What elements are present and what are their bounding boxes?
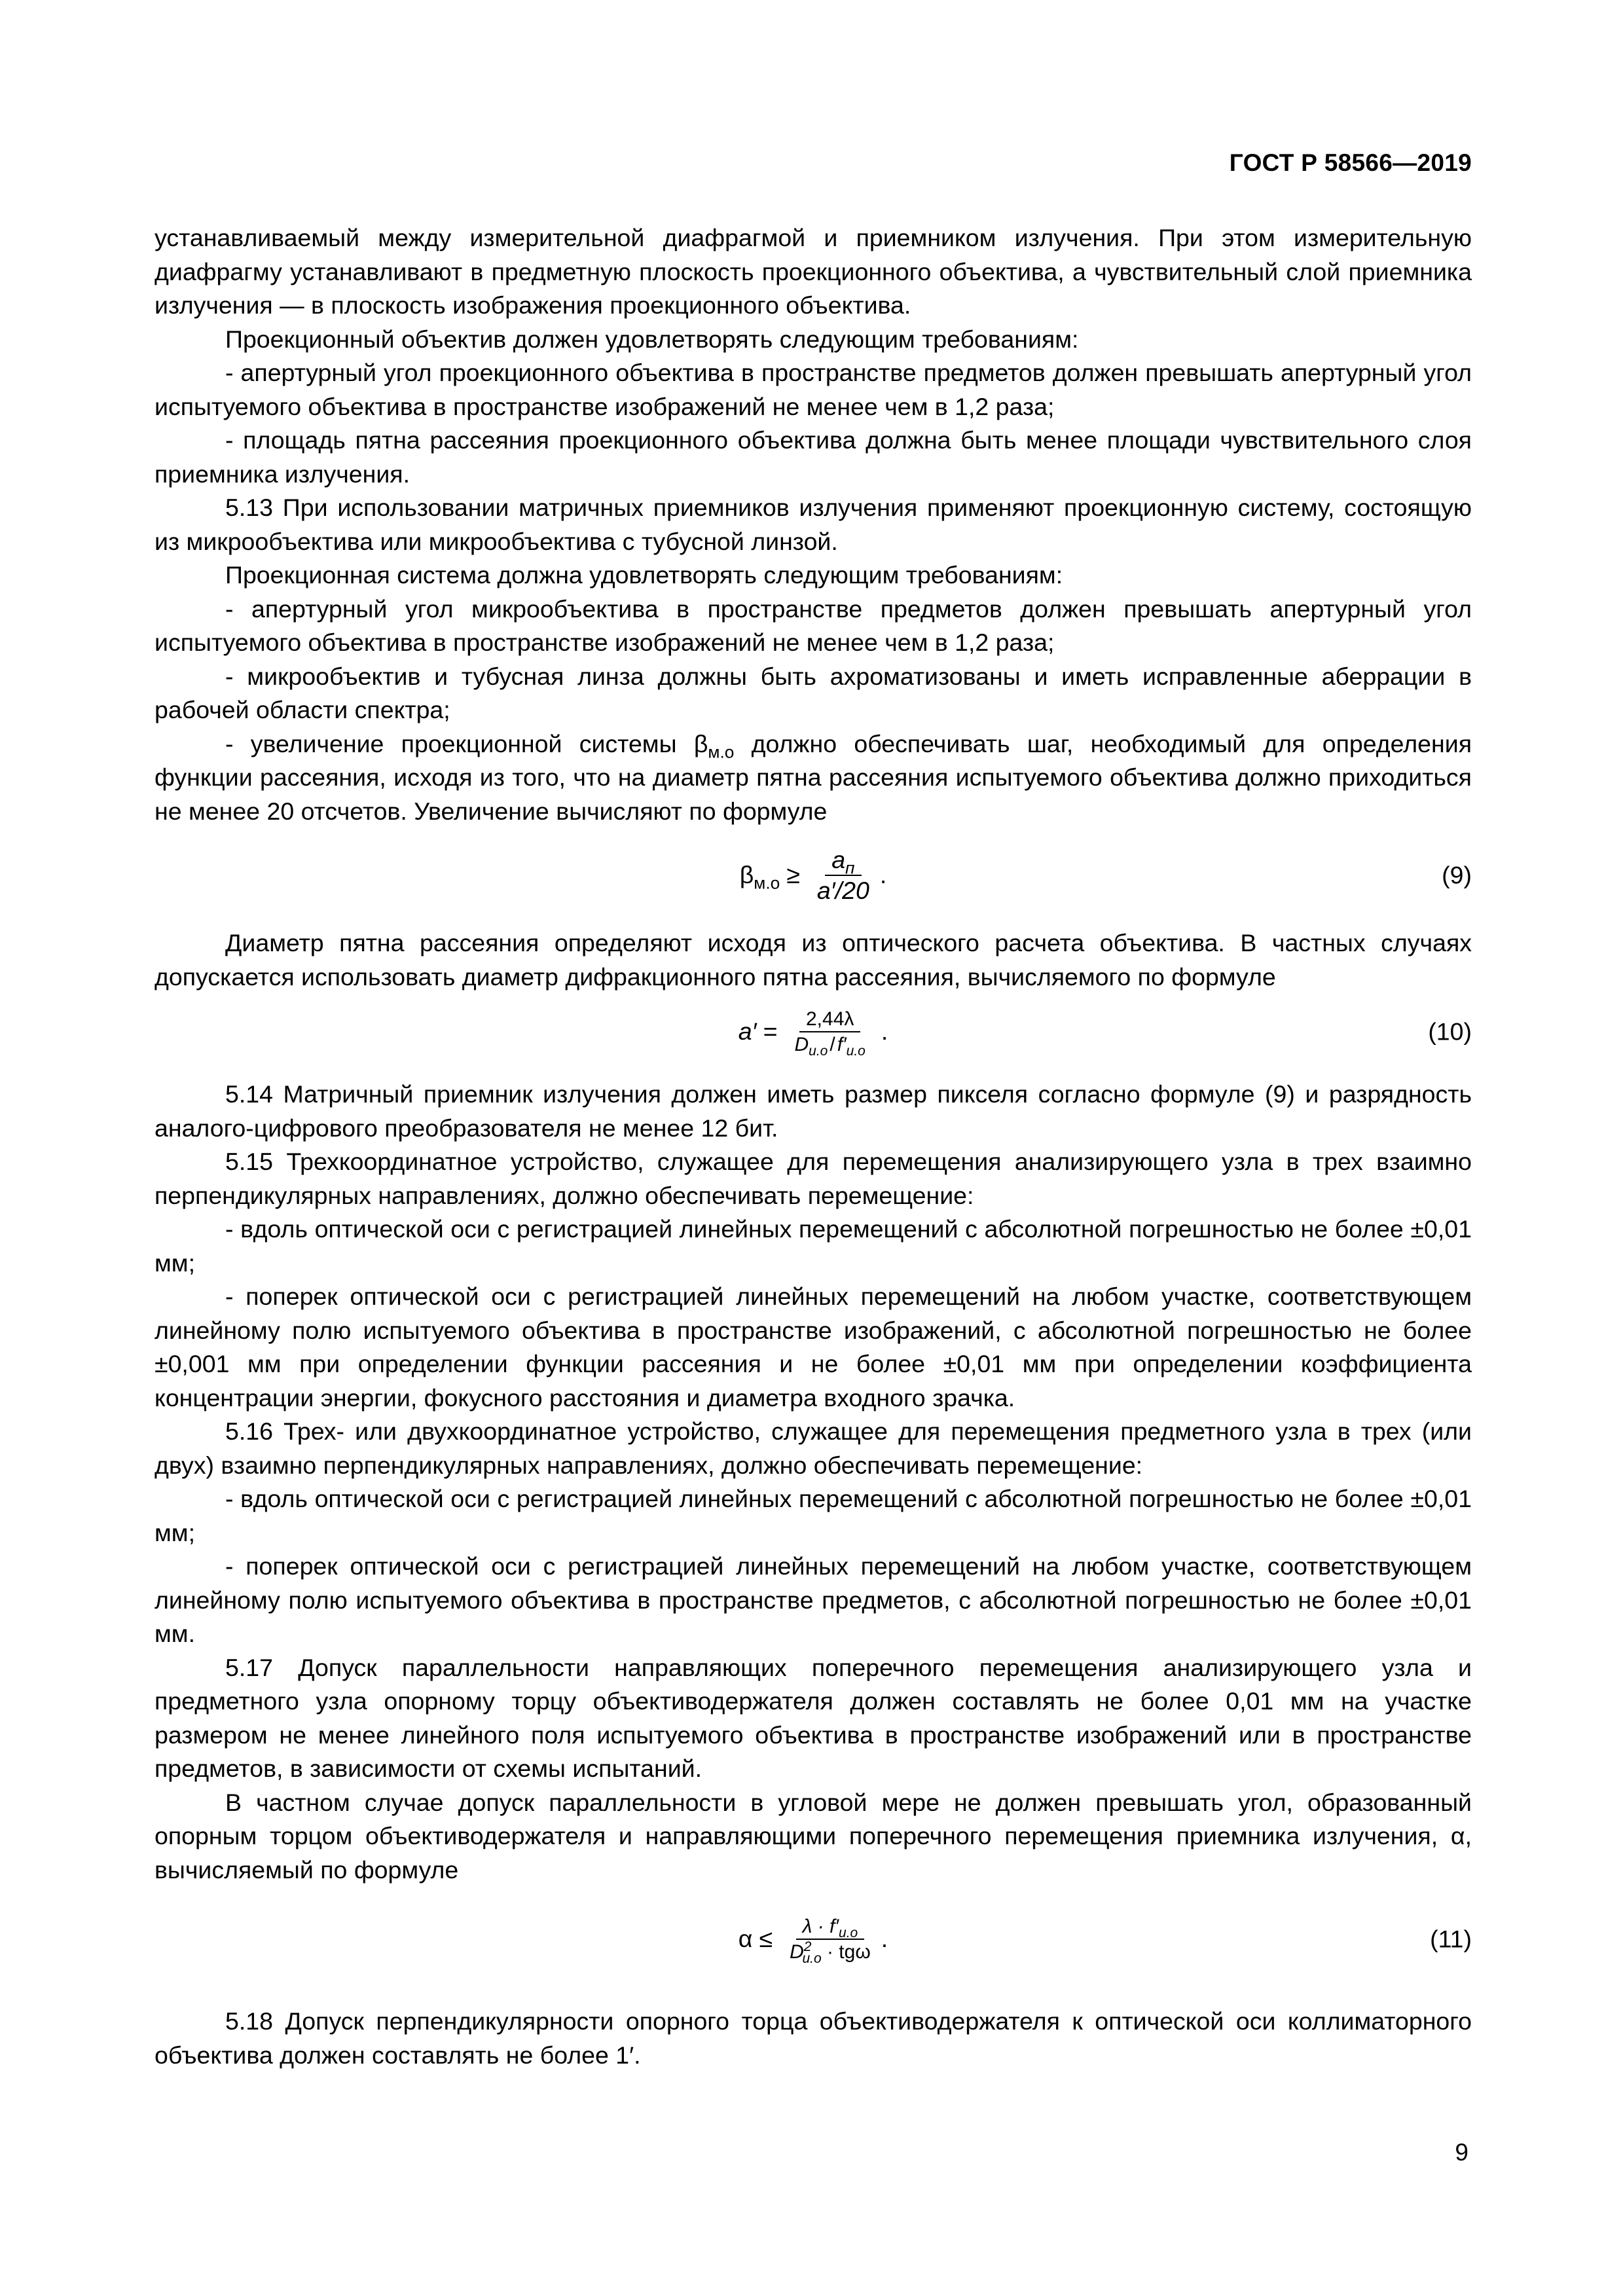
formula-tail: . [879,861,887,889]
list-item: - вдоль оптической оси с регистрацией линейных перемещений с абсолютной погрешностью не более ±0,01 мм; [155,1485,1472,1546]
list-item: - поперек оптической оси с регистрацией линейных перемещений на любом участке, соответствующем линейному полю испытуемого объектива в пространстве предметов, с абсолютной погрешностью не более ±0,01 мм. [155,1552,1472,1647]
clause-5-13: 5.13 При использовании матричных приемников излучения применяют проекционную систему, состоящую из микрообъектива или микрообъектива с тубусной линзой. [155,494,1472,555]
clause-5-16: 5.16 Трех- или двухкоординатное устройство, служащее для перемещения предметного узла в трех (или двух) взаимно перпендикулярных направлениях, должно обеспечивать перемещение: [155,1417,1472,1479]
clause-5-14: 5.14 Матричный приемник излучения должен иметь размер пикселя согласно формуле (9) и разрядность аналого-цифрового преобразователя не менее 12 бит. [155,1080,1472,1142]
formula-fraction [788,1008,871,1059]
fraction-denominator: $D^2_{и.о} \cdot tg\omega$ [790,1939,871,1966]
paragraph: Проекционная система должна удовлетворять следующим требованиям: [225,561,1063,589]
paragraph: Проекционный объектив должен удовлетворять следующим требованиям: [225,325,1079,353]
paragraph: В частном случае допуск параллельности в угловой мере не должен превышать угол, образованный опорным торцом объективодержателя и направляющими поперечного перемещения приемника излучения, α, вычисляемый по формуле [155,1788,1472,1884]
formula-fraction [783,1916,877,1966]
formula-10 [155,996,1472,1067]
paragraph: устанавливаемый между измерительной диафрагмой и приемником излучения. При этом измерительную диафрагму устанавливают в предметную плоскость проекционного объектива, а чувствительный слой приемника излучения — в плоскость изображения проекционного объектива. [155,224,1472,319]
list-item: - поперек оптической оси с регистрацией линейных перемещений на любом участке, соответствующем линейному полю испытуемого объектива в пространстве изображений, с абсолютной погрешностью не более ±0,001 мм при определении функции рассеяния и не более ±0,01 мм при определении коэффициента концентрации энергии, фокусного расстояния и диаметра входного зрачка. [155,1283,1472,1412]
fraction-numerator: $a_п$ [825,847,861,876]
list-item: - площадь пятна рассеяния проекционного объектива должна быть менее площади чувствительного слоя приемника излучения. [155,426,1472,488]
list-item: - апертурный угол микрообъектива в пространстве предметов должен превышать апертурный угол испытуемого объектива в пространстве изображений не менее чем в 1,2 раза; [155,594,1472,656]
formula-number: (10) [1428,1017,1472,1046]
list-item: - микрообъектив и тубусная линза должны быть ахроматизованы и иметь исправленные аберрации в рабочей области спектра; [155,662,1472,723]
formula-9 [155,833,1472,917]
fraction-numerator: 2,44λ [799,1008,860,1032]
formula-number: (11) [1430,1925,1472,1953]
formula-lhs: α [738,1925,753,1953]
formula-lhs: a′ [738,1017,757,1046]
formula-relation: ≥ [786,861,800,889]
document-header: ГОСТ Р 58566—2019 [1229,149,1472,176]
list-item-text: должно обеспечивать шаг, необходимый для определения функции рассеяния, исходя из того, что на диаметр пятна рассеяния испытуемого объектива должно приходиться не менее 20 отсчетов. Увеличение вычисляют по формуле [155,729,1472,825]
formula-tail: . [881,1017,888,1046]
list-item: - апертурный угол проекционного объектива в пространстве предметов должен превышать апертурный угол испытуемого объектива в пространстве изображений не менее чем в 1,2 раза; [155,359,1472,420]
page-number: 9 [1455,2139,1468,2166]
document-body [155,221,1472,2072]
clause-5-18: 5.18 Допуск перпендикулярности опорного торца объективодержателя к оптической оси коллиматорного объектива должен составлять не более 1′. [155,2007,1472,2069]
clause-5-15: 5.15 Трехкоординатное устройство, служащее для перемещения анализирующего узла в трех взаимно перпендикулярных направлениях, должно обеспечивать перемещение: [155,1148,1472,1209]
list-item: - вдоль оптической оси с регистрацией линейных перемещений с абсолютной погрешностью не более ±0,01 мм; [155,1215,1472,1277]
subscript: м.о [708,742,735,761]
formula-11 [155,1891,1472,1988]
formula-fraction [811,847,876,905]
fraction-numerator: $\lambda \cdot f'_{и.о}$ [796,1916,865,1940]
formula-lhs: $\beta_{м.о}$ [739,861,780,893]
formula-relation: = [763,1017,778,1046]
formula-tail: . [881,1925,888,1953]
list-item-prefix: - увеличение проекционной системы β [225,729,708,757]
list-item [155,727,1472,829]
paragraph: Диаметр пятна рассеяния определяют исходя из оптического расчета объектива. В частных случаях допускается использовать диаметр дифракционного пятна рассеяния, вычисляемого по формуле [155,929,1472,991]
clause-5-17: 5.17 Допуск параллельности направляющих поперечного перемещения анализирующего узла и предметного узла опорному торцу объективодержателя должен составлять не более 0,01 мм на участке размером не менее линейного поля испытуемого объектива в пространстве изображений или в пространстве предметов, в зависимости от схемы испытаний. [155,1653,1472,1782]
fraction-denominator: $D_{и.о} / f'_{и.о}$ [794,1034,866,1059]
fraction-denominator: a′/20 [816,877,869,904]
formula-relation: ≤ [759,1925,773,1953]
formula-number: (9) [1442,861,1472,889]
